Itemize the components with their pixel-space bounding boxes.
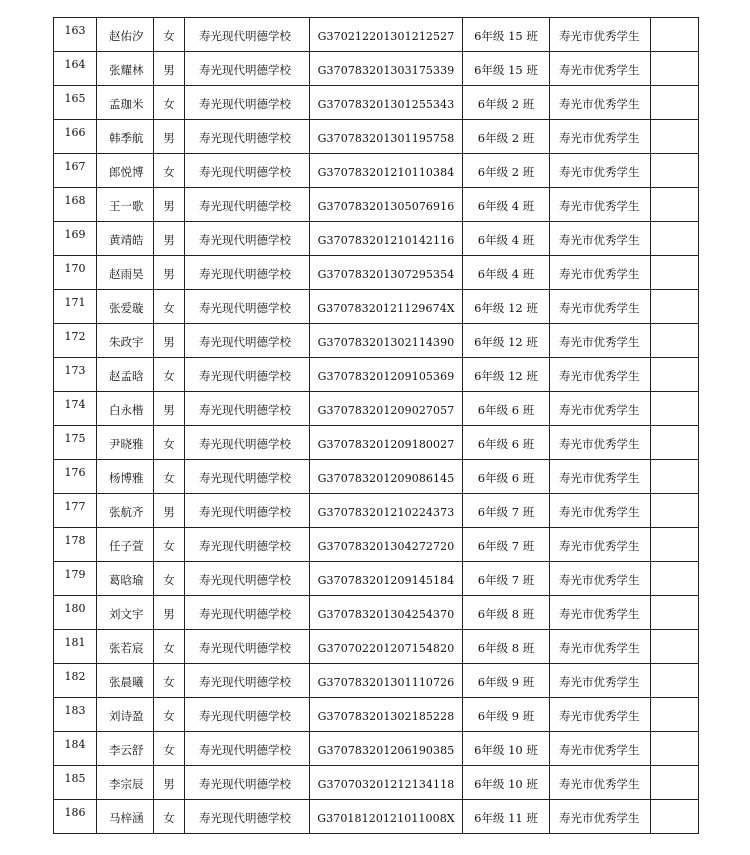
- class-name: 6年级 2 班: [463, 154, 550, 188]
- award-title: 寿光市优秀学生: [550, 392, 651, 426]
- class-name: 6年级 4 班: [463, 256, 550, 290]
- table-row: [54, 324, 699, 358]
- class-name: 6年级 12 班: [463, 358, 550, 392]
- table-row: [54, 426, 699, 460]
- table-row: [54, 188, 699, 222]
- school-name: 寿光现代明德学校: [185, 494, 310, 528]
- table-row: [54, 732, 699, 766]
- empty-cell: [651, 460, 699, 494]
- student-gender: 女: [154, 358, 185, 392]
- table-row: [54, 630, 699, 664]
- row-number: 174: [54, 392, 97, 426]
- empty-cell: [651, 494, 699, 528]
- student-name: 刘文宇: [97, 596, 154, 630]
- table-row: [54, 222, 699, 256]
- class-name: 6年级 15 班: [463, 18, 550, 52]
- award-title: 寿光市优秀学生: [550, 766, 651, 800]
- award-title: 寿光市优秀学生: [550, 800, 651, 834]
- student-gender: 女: [154, 664, 185, 698]
- award-title: 寿光市优秀学生: [550, 562, 651, 596]
- student-gender: 女: [154, 460, 185, 494]
- student-gender: 女: [154, 290, 185, 324]
- empty-cell: [651, 630, 699, 664]
- student-name: 黄靖皓: [97, 222, 154, 256]
- student-gender: 女: [154, 86, 185, 120]
- school-name: 寿光现代明德学校: [185, 52, 310, 86]
- row-number: 172: [54, 324, 97, 358]
- student-gender: 男: [154, 494, 185, 528]
- award-title: 寿光市优秀学生: [550, 222, 651, 256]
- table-row: [54, 18, 699, 52]
- student-name: 李云舒: [97, 732, 154, 766]
- table-row: [54, 800, 699, 834]
- award-title: 寿光市优秀学生: [550, 528, 651, 562]
- table-row: [54, 766, 699, 800]
- student-id: G370783201206190385: [310, 732, 463, 766]
- empty-cell: [651, 52, 699, 86]
- school-name: 寿光现代明德学校: [185, 222, 310, 256]
- student-gender: 女: [154, 154, 185, 188]
- student-name: 任子萱: [97, 528, 154, 562]
- student-gender: 女: [154, 732, 185, 766]
- student-name: 刘诗盈: [97, 698, 154, 732]
- award-title: 寿光市优秀学生: [550, 426, 651, 460]
- student-id: G370703201212134118: [310, 766, 463, 800]
- table-row: [54, 120, 699, 154]
- class-name: 6年级 6 班: [463, 392, 550, 426]
- student-name: 张航齐: [97, 494, 154, 528]
- row-number: 182: [54, 664, 97, 698]
- award-title: 寿光市优秀学生: [550, 732, 651, 766]
- school-name: 寿光现代明德学校: [185, 698, 310, 732]
- student-gender: 女: [154, 698, 185, 732]
- empty-cell: [651, 596, 699, 630]
- school-name: 寿光现代明德学校: [185, 800, 310, 834]
- award-title: 寿光市优秀学生: [550, 358, 651, 392]
- school-name: 寿光现代明德学校: [185, 256, 310, 290]
- student-id: G370783201209086145: [310, 460, 463, 494]
- student-gender: 女: [154, 528, 185, 562]
- row-number: 167: [54, 154, 97, 188]
- student-name: 韩季航: [97, 120, 154, 154]
- student-id: G370783201302114390: [310, 324, 463, 358]
- class-name: 6年级 7 班: [463, 528, 550, 562]
- table-row: [54, 86, 699, 120]
- empty-cell: [651, 800, 699, 834]
- row-number: 181: [54, 630, 97, 664]
- empty-cell: [651, 120, 699, 154]
- student-gender: 男: [154, 222, 185, 256]
- student-name: 葛晗瑜: [97, 562, 154, 596]
- award-title: 寿光市优秀学生: [550, 596, 651, 630]
- school-name: 寿光现代明德学校: [185, 358, 310, 392]
- table-row: [54, 528, 699, 562]
- school-name: 寿光现代明德学校: [185, 426, 310, 460]
- class-name: 6年级 6 班: [463, 460, 550, 494]
- student-list-table: [53, 17, 699, 834]
- school-name: 寿光现代明德学校: [185, 188, 310, 222]
- row-number: 170: [54, 256, 97, 290]
- row-number: 184: [54, 732, 97, 766]
- student-gender: 男: [154, 596, 185, 630]
- student-gender: 女: [154, 562, 185, 596]
- table-body: [54, 18, 699, 834]
- award-title: 寿光市优秀学生: [550, 52, 651, 86]
- empty-cell: [651, 392, 699, 426]
- empty-cell: [651, 324, 699, 358]
- school-name: 寿光现代明德学校: [185, 766, 310, 800]
- student-id: G37018120121011008X: [310, 800, 463, 834]
- student-id: G370783201303175339: [310, 52, 463, 86]
- student-id: G370783201302185228: [310, 698, 463, 732]
- empty-cell: [651, 528, 699, 562]
- student-gender: 女: [154, 426, 185, 460]
- empty-cell: [651, 766, 699, 800]
- class-name: 6年级 10 班: [463, 732, 550, 766]
- award-title: 寿光市优秀学生: [550, 154, 651, 188]
- school-name: 寿光现代明德学校: [185, 120, 310, 154]
- award-title: 寿光市优秀学生: [550, 86, 651, 120]
- class-name: 6年级 4 班: [463, 222, 550, 256]
- student-gender: 男: [154, 766, 185, 800]
- student-gender: 男: [154, 52, 185, 86]
- student-id: G370783201301255343: [310, 86, 463, 120]
- student-name: 张耀林: [97, 52, 154, 86]
- award-title: 寿光市优秀学生: [550, 290, 651, 324]
- row-number: 171: [54, 290, 97, 324]
- class-name: 6年级 8 班: [463, 630, 550, 664]
- student-name: 李宗辰: [97, 766, 154, 800]
- row-number: 178: [54, 528, 97, 562]
- school-name: 寿光现代明德学校: [185, 732, 310, 766]
- row-number: 165: [54, 86, 97, 120]
- row-number: 168: [54, 188, 97, 222]
- student-id: G370783201304254370: [310, 596, 463, 630]
- student-id: G370783201301195758: [310, 120, 463, 154]
- class-name: 6年级 10 班: [463, 766, 550, 800]
- student-id: G370783201301110726: [310, 664, 463, 698]
- empty-cell: [651, 290, 699, 324]
- award-title: 寿光市优秀学生: [550, 256, 651, 290]
- award-title: 寿光市优秀学生: [550, 494, 651, 528]
- student-name: 尹晓雅: [97, 426, 154, 460]
- student-id: G370702201207154820: [310, 630, 463, 664]
- student-name: 白永楷: [97, 392, 154, 426]
- student-id: G370783201210224373: [310, 494, 463, 528]
- student-gender: 男: [154, 392, 185, 426]
- school-name: 寿光现代明德学校: [185, 392, 310, 426]
- class-name: 6年级 2 班: [463, 86, 550, 120]
- row-number: 179: [54, 562, 97, 596]
- empty-cell: [651, 18, 699, 52]
- table-row: [54, 460, 699, 494]
- row-number: 164: [54, 52, 97, 86]
- table-row: [54, 358, 699, 392]
- school-name: 寿光现代明德学校: [185, 18, 310, 52]
- student-id: G370783201307295354: [310, 256, 463, 290]
- student-name: 张若宸: [97, 630, 154, 664]
- empty-cell: [651, 732, 699, 766]
- empty-cell: [651, 698, 699, 732]
- school-name: 寿光现代明德学校: [185, 528, 310, 562]
- student-id: G370783201209180027: [310, 426, 463, 460]
- table-row: [54, 52, 699, 86]
- award-title: 寿光市优秀学生: [550, 18, 651, 52]
- class-name: 6年级 7 班: [463, 494, 550, 528]
- student-name: 杨博雅: [97, 460, 154, 494]
- empty-cell: [651, 358, 699, 392]
- class-name: 6年级 4 班: [463, 188, 550, 222]
- student-id: G370783201209105369: [310, 358, 463, 392]
- empty-cell: [651, 222, 699, 256]
- student-name: 赵雨昊: [97, 256, 154, 290]
- award-title: 寿光市优秀学生: [550, 630, 651, 664]
- class-name: 6年级 9 班: [463, 698, 550, 732]
- class-name: 6年级 6 班: [463, 426, 550, 460]
- class-name: 6年级 7 班: [463, 562, 550, 596]
- school-name: 寿光现代明德学校: [185, 562, 310, 596]
- empty-cell: [651, 188, 699, 222]
- student-gender: 男: [154, 324, 185, 358]
- school-name: 寿光现代明德学校: [185, 86, 310, 120]
- class-name: 6年级 9 班: [463, 664, 550, 698]
- empty-cell: [651, 86, 699, 120]
- row-number: 166: [54, 120, 97, 154]
- class-name: 6年级 12 班: [463, 290, 550, 324]
- student-id: G370783201209027057: [310, 392, 463, 426]
- student-id: G37078320121129674X: [310, 290, 463, 324]
- class-name: 6年级 11 班: [463, 800, 550, 834]
- school-name: 寿光现代明德学校: [185, 460, 310, 494]
- award-title: 寿光市优秀学生: [550, 664, 651, 698]
- student-name: 朱政宇: [97, 324, 154, 358]
- table-row: [54, 256, 699, 290]
- school-name: 寿光现代明德学校: [185, 154, 310, 188]
- row-number: 186: [54, 800, 97, 834]
- table-row: [54, 290, 699, 324]
- student-name: 张晨曦: [97, 664, 154, 698]
- student-id: G370783201209145184: [310, 562, 463, 596]
- student-name: 赵佑汐: [97, 18, 154, 52]
- class-name: 6年级 2 班: [463, 120, 550, 154]
- table-row: [54, 698, 699, 732]
- award-title: 寿光市优秀学生: [550, 698, 651, 732]
- row-number: 169: [54, 222, 97, 256]
- student-name: 王一歌: [97, 188, 154, 222]
- empty-cell: [651, 562, 699, 596]
- table-row: [54, 392, 699, 426]
- award-title: 寿光市优秀学生: [550, 188, 651, 222]
- student-gender: 男: [154, 188, 185, 222]
- school-name: 寿光现代明德学校: [185, 290, 310, 324]
- school-name: 寿光现代明德学校: [185, 664, 310, 698]
- row-number: 175: [54, 426, 97, 460]
- empty-cell: [651, 426, 699, 460]
- student-name: 孟珈米: [97, 86, 154, 120]
- table-row: [54, 494, 699, 528]
- empty-cell: [651, 256, 699, 290]
- student-name: 张爱璇: [97, 290, 154, 324]
- student-id: G370783201305076916: [310, 188, 463, 222]
- student-name: 郎悦博: [97, 154, 154, 188]
- row-number: 163: [54, 18, 97, 52]
- student-name: 马梓涵: [97, 800, 154, 834]
- row-number: 173: [54, 358, 97, 392]
- student-id: G370212201301212527: [310, 18, 463, 52]
- empty-cell: [651, 664, 699, 698]
- student-name: 赵孟晗: [97, 358, 154, 392]
- school-name: 寿光现代明德学校: [185, 324, 310, 358]
- student-id: G370783201304272720: [310, 528, 463, 562]
- student-gender: 女: [154, 18, 185, 52]
- student-gender: 女: [154, 630, 185, 664]
- student-id: G370783201210110384: [310, 154, 463, 188]
- table-row: [54, 154, 699, 188]
- award-title: 寿光市优秀学生: [550, 120, 651, 154]
- row-number: 185: [54, 766, 97, 800]
- row-number: 177: [54, 494, 97, 528]
- row-number: 176: [54, 460, 97, 494]
- row-number: 183: [54, 698, 97, 732]
- class-name: 6年级 8 班: [463, 596, 550, 630]
- class-name: 6年级 15 班: [463, 52, 550, 86]
- student-gender: 女: [154, 800, 185, 834]
- table-row: [54, 562, 699, 596]
- student-gender: 男: [154, 256, 185, 290]
- school-name: 寿光现代明德学校: [185, 596, 310, 630]
- table-row: [54, 596, 699, 630]
- row-number: 180: [54, 596, 97, 630]
- school-name: 寿光现代明德学校: [185, 630, 310, 664]
- table-row: [54, 664, 699, 698]
- class-name: 6年级 12 班: [463, 324, 550, 358]
- award-title: 寿光市优秀学生: [550, 324, 651, 358]
- student-gender: 男: [154, 120, 185, 154]
- student-id: G370783201210142116: [310, 222, 463, 256]
- award-title: 寿光市优秀学生: [550, 460, 651, 494]
- empty-cell: [651, 154, 699, 188]
